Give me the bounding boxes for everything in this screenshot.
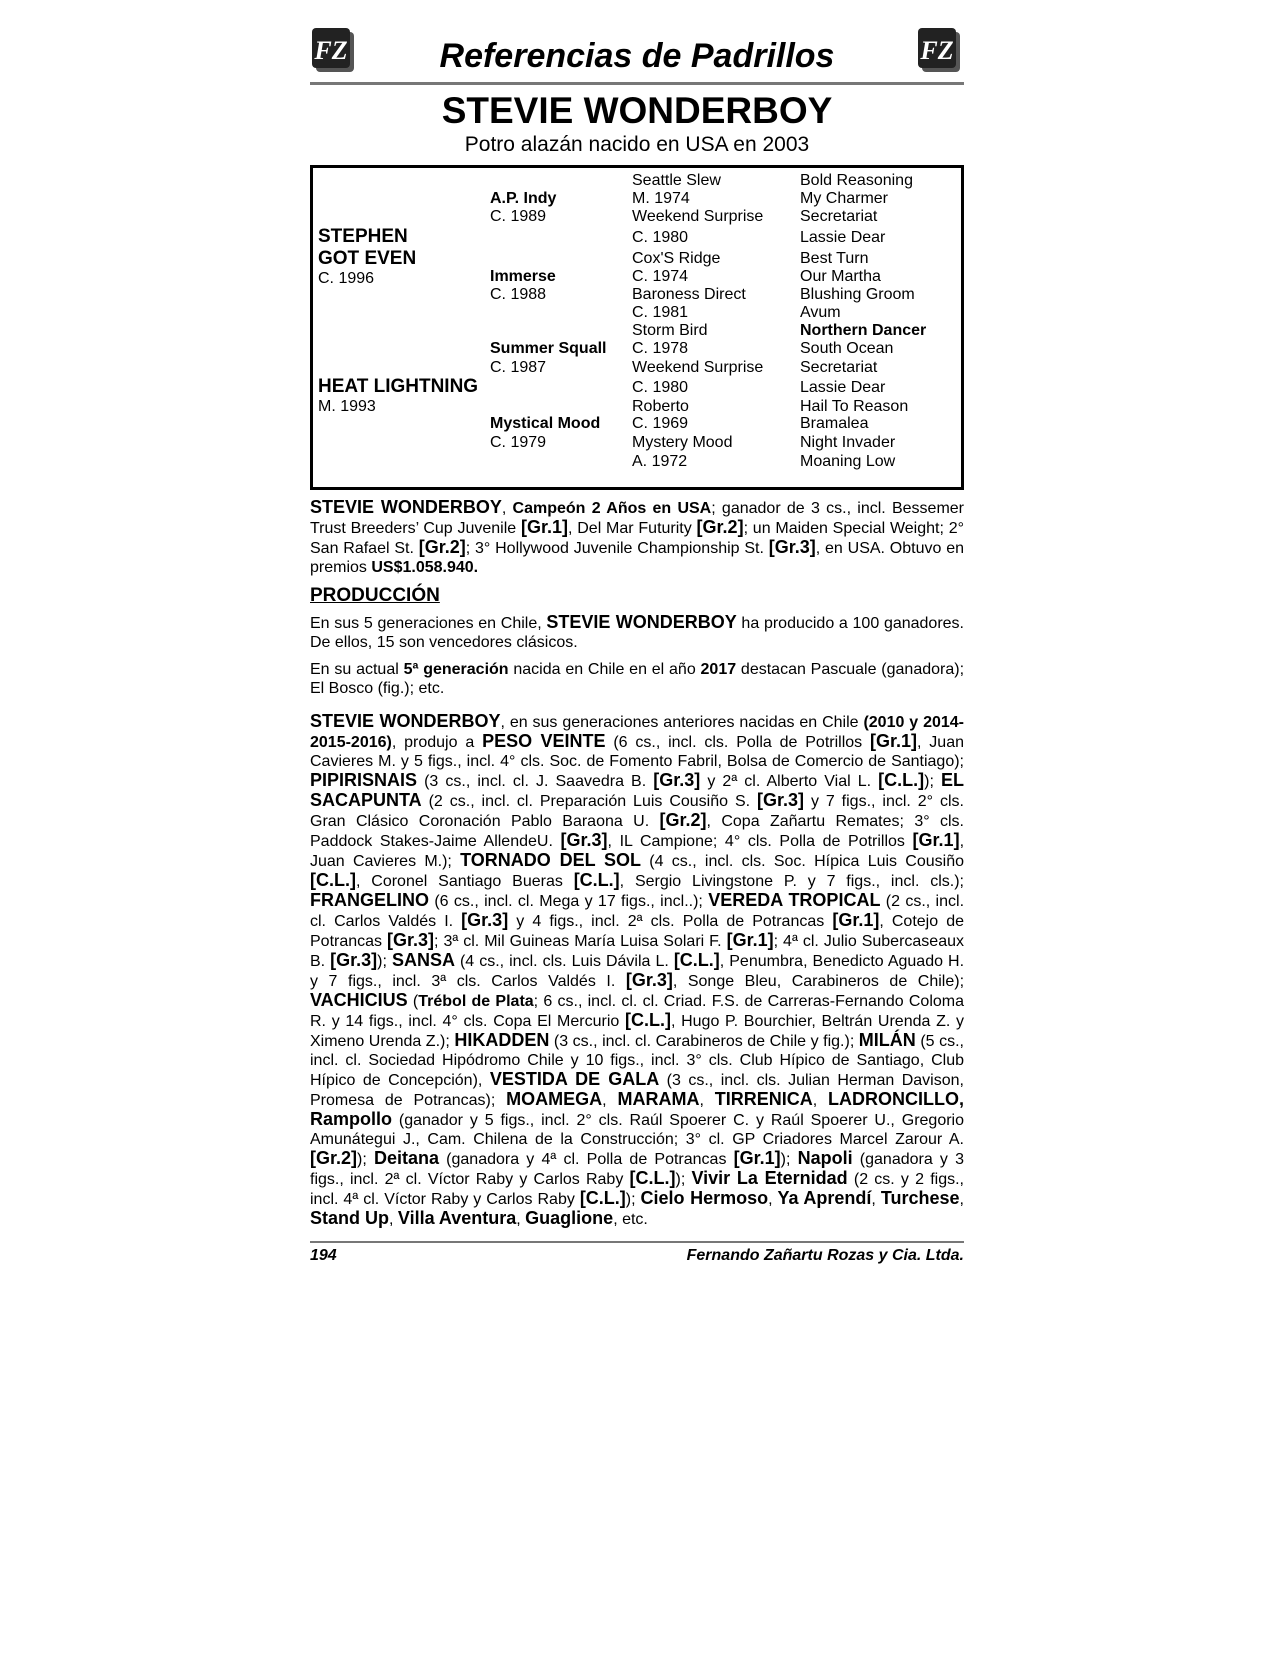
header-title: Referencias de Padrillos [439,37,835,75]
progeny-text: (6 cs., incl. cls. Polla de Potrillos [605,734,870,751]
race-grade: [C.L.] [579,1188,626,1208]
progeny-text: Trébol de Plata [418,993,534,1010]
race-grade: [Gr.3] [653,770,701,790]
progeny-horse-name: Guaglione [525,1208,614,1228]
progeny-text: (2 cs. y 2 figs., incl. 4ª cl. Víctor Raby y Carlos Raby [310,1171,965,1208]
progeny-horse-name: SANSA [391,950,455,970]
gen4-name: Blushing Groom [800,286,915,303]
race-grade: [C.L.] [629,1168,676,1188]
progeny-horse-name: LADRONCILLO, Rampollo [310,1089,965,1129]
zanartu-logo-icon [310,26,358,76]
progeny-text: , en sus generaciones anteriores nacidas en Chile [500,714,864,731]
progeny-text: (3 cs., incl. cl. Carabineros de Chile y fig.); [549,1033,859,1050]
race-grade: [Gr.1] [870,731,918,751]
race-grade: [C.L.] [673,950,720,970]
progeny-text: (ganadora y 3 figs., incl. 2ª cl. Víctor Raby y Carlos Raby [310,1151,964,1188]
gen3-name: Storm Bird [632,322,708,339]
progeny-text: (6 cs., incl. cl. Mega y 17 figs., incl..); [429,893,709,910]
gen2-name: Immerse [490,268,556,285]
gen4-name: Lassie Dear [800,379,886,396]
gen3-name: Weekend Surprise [632,359,764,376]
gen3-year: C. 1980 [632,379,689,396]
progeny-text: , [389,1211,398,1228]
current-generation: En su actual 5ª generación nacida en Chile en el año 2017 destacan Pascuale (ganadora); El Bosco (fig.); etc. [310,661,965,697]
progeny-text: , produjo a [391,734,483,751]
progeny-text: , [516,1211,526,1228]
progeny-text: , [699,1092,715,1109]
race-grade: [Gr.2] [659,810,707,830]
progeny-text: ( [407,993,419,1010]
progeny-text: , Juan Cavieres M. y 5 figs., incl. 4° cls. Soc. de Fomento Fabril, Bolsa de Comercio de Santiago); [310,734,964,770]
progeny-horse-name: Vivir La Eternidad [691,1168,848,1188]
progeny-text: (4 cs., incl. cls. Soc. Hípica Luis Cousiño [641,853,964,870]
progeny-text: (3 cs., incl. cls. Julian Herman Davison, Promesa de Potrancas); [310,1072,964,1109]
progeny-text: , Sergio Livingstone P. y 7 figs., incl. cls.); [619,873,964,890]
progeny-text: , [812,1092,829,1109]
progeny-text: , etc. [613,1211,648,1228]
gen4-name: Best Turn [800,250,869,267]
svg-text:FZ: FZ [314,36,348,65]
dam-name: HEAT LIGHTNING [318,376,479,397]
gen3-year: M. 1974 [632,190,690,207]
progeny-text: ); [924,773,941,790]
gen2-year: C. 1987 [490,359,547,376]
progeny-horse-name: EL SACAPUNTA [310,770,965,810]
gen3-year: C. 1969 [632,415,689,432]
progeny-horse-name: VACHICIUS [310,990,408,1010]
progeny-text: (2 cs., incl. cl. Preparación Luis Cousiño S. [421,793,757,810]
progeny-text: ; 4ª cl. Julio Subercaseaux B. [310,933,964,970]
race-grade: [Gr.3] [330,950,378,970]
gen3-name: Seattle Slew [632,172,721,189]
gen2-year: C. 1988 [490,286,547,303]
gen2-year: C. 1979 [490,434,547,451]
footer-divider [310,1241,964,1243]
progeny-text: ; 6 cs., incl. cl. cl. Criad. F.S. de Carreras-Fernando Coloma R. y 14 figs., incl. 4° cls. Copa El Mercurio [310,993,964,1030]
progeny-horse-name: MILÁN [858,1030,916,1050]
race-grade: [Gr.2] [310,1148,358,1168]
gen3-year: C. 1978 [632,340,689,357]
gen4-name: Lassie Dear [800,229,886,246]
gen4-name: Secretariat [800,208,878,225]
progeny-paragraph [310,712,964,1229]
progeny-horse-name: HIKADDEN [454,1030,550,1050]
zanartu-logo-icon [916,26,964,76]
race-grade: [C.L.] [573,870,620,890]
sire-name: STEPHEN [318,226,408,247]
horse-name: STEVIE WONDERBOY [441,90,833,131]
race-grade: [Gr.1] [726,930,774,950]
progeny-text: ); [625,1191,641,1208]
race-grade: [Gr.3] [461,910,509,930]
progeny-horse-name: TORNADO DEL SOL [460,850,642,870]
header-divider [310,82,964,85]
progeny-text: , [871,1191,881,1208]
progeny-text: , Cotejo de Potrancas [310,913,965,950]
progeny-text: (2 cs., incl. cl. Carlos Valdés I. [310,893,965,930]
gen3-name: Weekend Surprise [632,208,764,225]
publisher-name: Fernando Zañartu Rozas y Cia. Ltda. [686,1247,964,1264]
race-grade: [Gr.3] [625,970,673,990]
progeny-horse-name: VESTIDA DE GALA [489,1069,660,1089]
career-summary: STEVIE WONDERBOY, Campeón 2 Años en USA; ganador de 3 cs., incl. Bessemer Trust Breeders’ Cup Juvenile [Gr.1], Del Mar Futurity [Gr.2]; un Maiden Special Weight; 2° San Rafael St. [Gr.2]; 3° Hollywood Juvenile Championship St. [Gr.3], en USA. Obtuvo en premios US$1.058.940. [310,497,965,576]
gen4-name: Avum [800,304,841,321]
progeny-text: , [602,1092,618,1109]
page-number: 194 [310,1247,337,1264]
progeny-text: , Juan Cavieres M.); [310,833,965,870]
footer [310,1247,964,1265]
progeny-text: (3 cs., incl. cl. J. Saavedra B. [417,773,654,790]
progeny-horse-name: Deitana [373,1148,439,1168]
progeny-text: ); [377,953,392,970]
progeny-text: ; 3ª cl. Mil Guineas María Luisa Solari F. [434,933,727,950]
race-grade: [Gr.1] [912,830,960,850]
progeny-text: , Hugo P. Bourchier, Beltrán Urenda Z. y Ximeno Urenda Z.); [310,1013,965,1050]
progeny-text: ); [357,1151,374,1168]
progeny-horse-name: Stand Up [310,1208,389,1228]
progeny-text: , Coronel Santiago Bueras [355,873,574,890]
progeny-horse-name: FRANGELINO [310,890,429,910]
gen3-year: C. 1981 [632,304,689,321]
gen2-name: Mystical Mood [490,415,601,432]
gen3-year: C. 1980 [632,229,689,246]
progeny-text: , [768,1191,778,1208]
progeny-horse-name: Cielo Hermoso [640,1188,769,1208]
progeny-text: ); [780,1151,798,1168]
gen4-name: Bramalea [800,415,869,432]
progeny-text: (5 cs., incl. cl. Sociedad Hipódromo Chile y 10 figs., incl. 3° cls. Club Hípico de Santiago, Club Hípico de Concepción), [310,1033,964,1089]
production-summary: En sus 5 generaciones en Chile, STEVIE WONDERBOY ha producido a 100 ganadores. De ellos, 15 son vencedores clásicos. [310,612,965,651]
progeny-horse-name: TIRRENICA [714,1089,813,1109]
progeny-horse-name: Napoli [797,1148,853,1168]
progeny-horse-name: Villa Aventura [397,1208,517,1228]
progeny-text: (2010 y 2014-2015-2016) [310,714,964,751]
gen2-name: Summer Squall [490,340,607,357]
progeny-text: , Copa Zañartu Remates; 3° cls. Paddock Stakes-Jaime AllendeU. [310,813,964,850]
document-page [310,22,964,1265]
progeny-text: , [959,1191,964,1208]
progeny-text: (ganador y 5 figs., incl. 2° cls. Raúl Spoerer C. y Raúl Spoerer U., Gregorio Amunátegui J., Cam. Chilena de la Construcción; 3° cl. GP Criadores Marcel Zarour A. [310,1112,964,1148]
gen4-name: Our Martha [800,268,881,285]
progeny-text: , Penumbra, Benedicto Aguado H. y 7 figs., incl. 3ª cls. Carlos Valdés I. [310,953,965,990]
gen3-year: C. 1974 [632,268,689,285]
gen3-year: A. 1972 [632,453,688,470]
gen4-name: Night Invader [800,434,896,451]
progeny-text: y 4 figs., incl. 2ª cls. Polla de Potrancas [508,913,833,930]
gen4-name: Moaning Low [800,453,896,470]
horse-description: Potro alazán nacido en USA en 2003 [464,133,810,156]
race-grade: [C.L.] [878,770,925,790]
progeny-horse-name: Ya Aprendí [777,1188,872,1208]
progeny-text: (4 cs., incl. cls. Luis Dávila L. [454,953,674,970]
race-grade: [Gr.3] [757,790,805,810]
gen4-name: Secretariat [800,359,878,376]
progeny-text: , Songe Bleu, Carabineros de Chile); [672,973,965,990]
progeny-text: y 2ª cl. Alberto Vial L. [700,773,879,790]
gen3-name: Roberto [632,398,689,415]
production-heading: PRODUCCIÓN [310,585,440,606]
gen2-year: C. 1989 [490,208,547,225]
progeny-horse-name: STEVIE WONDERBOY [310,711,501,731]
svg-text:FZ: FZ [920,36,954,65]
gen4-name: Bold Reasoning [800,172,913,189]
gen4-name: South Ocean [800,340,894,357]
sire-name-line2: GOT EVEN [318,248,417,269]
progeny-text: ); [675,1171,692,1188]
gen3-name: Baroness Direct [632,286,746,303]
gen4-name: Northern Dancer [800,322,927,339]
progeny-text: , IL Campione; 4° cls. Polla de Potrillos [607,833,913,850]
race-grade: [Gr.1] [832,910,880,930]
gen3-name: Cox'S Ridge [632,250,721,267]
race-grade: [C.L.] [624,1010,671,1030]
pedigree-table [310,165,964,490]
gen2-name: A.P. Indy [490,190,557,207]
progeny-horse-name: MARAMA [617,1089,700,1109]
progeny-horse-name: PIPIRISNAIS [310,770,418,790]
race-grade: [Gr.3] [387,930,435,950]
gen4-name: My Charmer [800,190,889,207]
dam-year: M. 1993 [318,398,376,415]
gen3-name: Mystery Mood [632,434,733,451]
race-grade: [C.L.] [310,870,356,890]
race-grade: [Gr.1] [733,1148,781,1168]
race-grade: [Gr.3] [560,830,608,850]
progeny-horse-name: MOAMEGA [506,1089,603,1109]
sire-year: C. 1996 [318,270,375,287]
gen4-name: Hail To Reason [800,398,909,415]
progeny-horse-name: Turchese [880,1188,960,1208]
progeny-horse-name: PESO VEINTE [482,731,606,751]
progeny-horse-name: VEREDA TROPICAL [708,890,881,910]
progeny-text: y 7 figs., incl. 2° cls. Gran Clásico Coronación Pablo Baraona U. [310,793,964,830]
progeny-text: (ganadora y 4ª cl. Polla de Potrancas [439,1151,734,1168]
